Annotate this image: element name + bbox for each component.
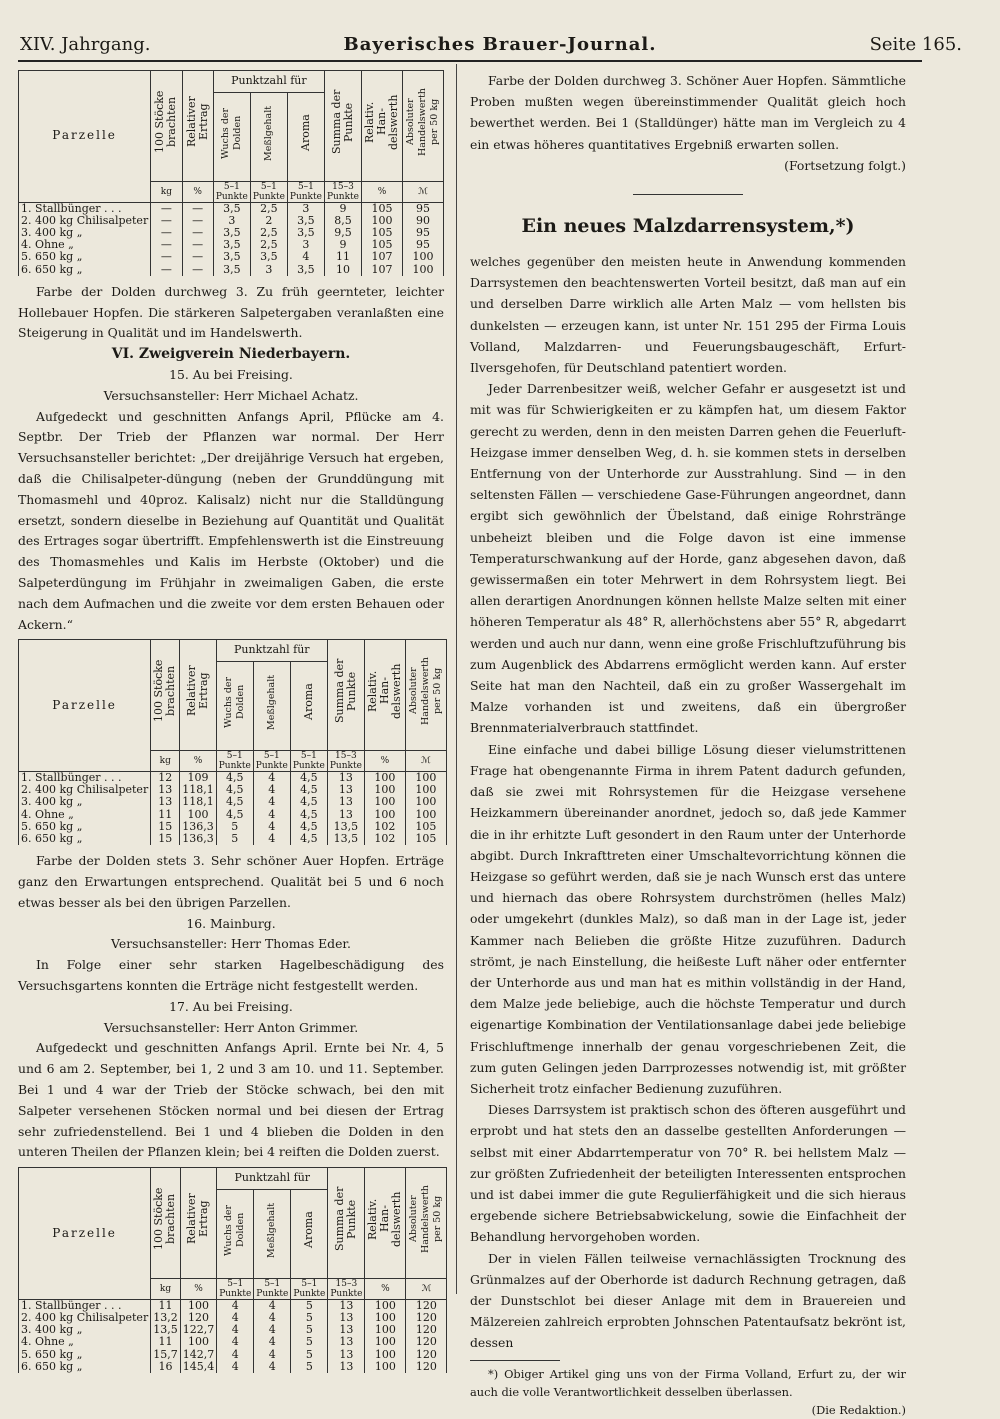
- unit: 15–3 Punkte: [324, 181, 361, 202]
- unit: 5–1 Punkte: [217, 1278, 254, 1299]
- table-cell: 95: [403, 239, 444, 251]
- table-cell: —: [151, 227, 182, 239]
- results-table-3: [18, 1167, 447, 1373]
- col-relativ-handelswerth: Relativ. Han-delswerth: [365, 663, 403, 719]
- table-cell: 100: [365, 1324, 406, 1336]
- table-cell: 11: [151, 809, 180, 821]
- unit: kg: [151, 181, 182, 202]
- unit: 5–1 Punkte: [287, 181, 324, 202]
- table-cell: 2: [250, 215, 287, 227]
- col-summa: Summa der Punkte: [329, 89, 355, 155]
- unit: ℳ: [406, 1278, 447, 1299]
- table-cell: 3. 400 kg „: [19, 796, 151, 808]
- experimenter-line: Versuchsansteller: Herr Michael Achatz.: [103, 387, 359, 403]
- table-cell: 100: [362, 215, 403, 227]
- unit: %: [182, 181, 213, 202]
- unit: ℳ: [403, 181, 444, 202]
- table-cell: 13: [151, 796, 180, 808]
- col-parzelle: Parzelle: [52, 128, 117, 143]
- section-heading: VI. Zweigverein Niederbayern.: [111, 346, 351, 363]
- unit: kg: [151, 750, 180, 771]
- table-cell: 120: [406, 1349, 447, 1361]
- table-cell: 4,5: [290, 784, 327, 796]
- table-cell: 4: [287, 251, 324, 263]
- editor-signature: (Die Redaktion.): [811, 1402, 906, 1417]
- table-cell: 15: [151, 821, 180, 833]
- table-cell: 13: [328, 1361, 365, 1373]
- table-cell: 3,5: [213, 227, 250, 239]
- table-cell: 5: [291, 1349, 328, 1361]
- table-cell: 9: [324, 239, 361, 251]
- table-row: [19, 1324, 447, 1336]
- unit: 5–1 Punkte: [291, 1278, 328, 1299]
- paragraph: Jeder Darrenbesitzer weiß, welcher Gefahr er ausgesetzt ist und mit was für Schwierigkeiten er zu kämpfen hat, um diesem Faktor gerecht zu werden, denn in den meisten Darren gehen die Feuerluft-Heizgase immer denselben Weg, d. h. sie kommen stets in derselben Entfernung von der Unterhorde zur Ausstrahlung. Sind — in den seltensten Fällen — verschiedene Gase-Führungen angeordnet, dann ergibt sich gewöhnlich der Übelstand, daß einige Rohrstränge unbeheizt bleiben und die Folge davon ist eine immense Temperaturschwankung auf der Horde, ganz abgesehen davon, daß gewissermaßen ein toter Mehrwert in dem Rohrsystem liegt. Bei allen derartigen Anordnungen können hellste Malze selten mit einer höheren Temperatur als 48° R, allerhöchstens aber 55° R, abgedarrt werden und auch nur dann, wenn eine große Frischluftzuführung bis zum Augenblick des Abdarrens ermöglicht werden kann. Auf erster Seite hat man den Nachteil, daß ein zu großer Wassergehalt im Malze vorhanden ist und zweitens, daß ein übergroßer Brennmaterialverbrauch stattfindet.: [470, 381, 906, 736]
- table-cell: 4: [217, 1336, 254, 1348]
- table-cell: 2. 400 kg Chilisalpeter: [19, 784, 151, 796]
- table-cell: —: [182, 264, 213, 276]
- table-cell: 90: [403, 215, 444, 227]
- table-cell: 100: [180, 1299, 217, 1312]
- table-row: [19, 809, 447, 821]
- table-cell: —: [151, 202, 182, 215]
- paragraph: Aufgedeckt und geschnitten Anfangs April. Ernte bei Nr. 4, 5 und 6 am 2. September, bei 1, 2 und 3 am 10. und 11. September. Bei 1 und 4 war der Trieb der Stöcke schwach, bei den mit Salpeter versehenen Stöcken normal und bei diesen der Ertrag sehr zufriedenstellend. Bei 1 und 4 blieben die Dolden in den unteren Theilen der Pflanzen klein; bei 4 reiften die Dolden zuerst.: [18, 1040, 444, 1160]
- table-cell: 2,5: [250, 239, 287, 251]
- table-cell: 120: [406, 1324, 447, 1336]
- col-mehlgehalt: Meßlgehalt: [266, 1202, 278, 1258]
- table-cell: 11: [151, 1336, 181, 1348]
- table-row: [19, 1312, 447, 1324]
- col-mehlgehalt: Meßlgehalt: [262, 105, 274, 161]
- table-cell: 3,5: [287, 264, 324, 276]
- table-cell: 4: [253, 809, 290, 821]
- table-cell: 3: [287, 202, 324, 215]
- unit: 5–1 Punkte: [250, 181, 287, 202]
- table-cell: 3. 400 kg „: [19, 227, 151, 239]
- table-cell: 4,5: [290, 771, 327, 784]
- table-cell: 118,1: [180, 784, 217, 796]
- table-cell: 1. Stallbünger . . .: [19, 771, 151, 784]
- table-cell: 105: [362, 239, 403, 251]
- table-cell: 5. 650 kg „: [19, 1349, 151, 1361]
- table-cell: 120: [406, 1336, 447, 1348]
- table-cell: 4: [254, 1299, 291, 1312]
- unit: 5–1 Punkte: [290, 750, 327, 771]
- table-row: [19, 833, 447, 845]
- paragraph: Farbe der Dolden durchweg 3. Schöner Auer Hopfen. Sämmtliche Proben mußten wegen übereinstimmender Qualität gleich hoch bewerthet werden. Bei 1 (Stalldünger) hätte man im Vergleich zu 4 ein etwas höheres quantitatives Ergebniß erwarten sollen.: [470, 73, 906, 152]
- table-cell: 2,5: [250, 202, 287, 215]
- table-cell: 3: [250, 264, 287, 276]
- table-cell: 6. 650 kg „: [19, 833, 151, 845]
- table-cell: 13: [328, 1349, 365, 1361]
- page-number: Seite 165.: [869, 34, 962, 55]
- footnote-rule: [470, 1360, 560, 1361]
- table-cell: —: [151, 251, 182, 263]
- table-cell: 5: [216, 833, 253, 845]
- table-cell: 8,5: [324, 215, 361, 227]
- table-cell: 100: [364, 771, 405, 784]
- footnote: *) Obiger Artikel ging uns von der Firma Volland, Erfurt zu, der wir auch die volle Verantwortlichkeit desselben überlassen.: [470, 1366, 906, 1399]
- table-cell: 13: [327, 771, 364, 784]
- table-cell: 3: [213, 215, 250, 227]
- col-summa: Summa der Punkte: [332, 659, 358, 724]
- table-cell: 13: [327, 784, 364, 796]
- table-cell: 100: [365, 1349, 406, 1361]
- table-cell: —: [182, 202, 213, 215]
- table-cell: 13: [327, 809, 364, 821]
- continuation-note: (Fortsetzung folgt.): [784, 157, 906, 173]
- table-row: [19, 264, 444, 276]
- table-row: [19, 1361, 447, 1373]
- paragraph: Dieses Darrsystem ist praktisch schon des öfteren ausgeführt und erprobt und hat stets den an dasselbe gestellten Anforderungen — selbst mit einer Abdarrtemperatur von 70° R. bei hellstem Malz — zur größten Zufriedenheit der beteiligten Interessenten entsprochen und ist dabei immer die gute Regulierfähigkeit und die sich hieraus ergebende sichere Betriebsabwickelung, sowie die Einfachheit der Behandlung hervorgehoben worden.: [470, 1102, 906, 1245]
- col-mehlgehalt: Meßlgehalt: [265, 674, 277, 730]
- paragraph: Der in vielen Fällen teilweise vernachlässigten Trocknung des Grünmalzes auf der Oberhorde ist dadurch Rechnung getragen, daß der Dunstschlot bei dieser Anlage mit dem in Brauereien und Mälzereien zahlreich erprobten Johnschen Patentaufsatz bekrönt ist, dessen: [470, 1250, 906, 1351]
- table-cell: 13,5: [151, 1324, 181, 1336]
- table-cell: 4,5: [216, 771, 253, 784]
- col-absoluter-handelswerth: Absoluter Handelswerth per 50 kg: [408, 1185, 444, 1253]
- table-cell: 13: [151, 784, 180, 796]
- table-cell: 4,5: [216, 796, 253, 808]
- table-cell: 13: [328, 1324, 365, 1336]
- table-cell: 100: [365, 1336, 406, 1348]
- paragraph: In Folge einer sehr starken Hagelbeschädigung des Versuchsgartens konnten die Erträge nicht festgestellt werden.: [18, 957, 444, 993]
- col-parzelle: Parzelle: [52, 1225, 117, 1240]
- unit: 5–1 Punkte: [216, 750, 253, 771]
- table-cell: 6. 650 kg „: [19, 264, 151, 276]
- experimenter-line: Versuchsansteller: Herr Thomas Eder.: [111, 936, 351, 952]
- table-cell: 13: [327, 796, 364, 808]
- paragraph: Eine einfache und dabei billige Lösung dieser vielumstrittenen Frage hat obengenannte Firma in ihrem Patent dadurch gefunden, daß sie zwei mit Rohrsystemen für die Heizgase versehene Heizkammern übereinander anordnet, jedoch so, daß jede Kammer die in ihr erhitzte Luft gesondert in den Raum unter der Unterhorde abgibt. Durch Inkrafttreten einer Umschaltevorrichtung können die Heizgase so geführt werden, daß sie je nach Wunsch erst das untere und hiernach das obere Rohrsystem durchströmen (helles Malz) oder umgekehrt (dunkles Malz), so daß man in der Lage ist, jeder Kammer nach Belieben die größte Hitze zuzuführen. Dadurch strömt, je nach Einstellung, die heißeste Luft näher oder entfernter der Unterhorde aus und man hat es mithin vollständig in der Hand, dem Malze jede beliebige, auch die höchste Temperatur und durch eigenartige Kombination der Ventilationsanlage dabei jede beliebige Frischluftmenge innerhalb der genau vorgeschriebenen Zeit, die zum guten Gelingen jeden Darrprozesses notwendig ist, mit größter Sicherheit trotz einfacher Bedienung zuzuführen.: [470, 741, 906, 1096]
- table-cell: 13: [328, 1299, 365, 1312]
- col-punktzahl: Punktzahl für: [213, 71, 324, 93]
- col-stoecke: 100 Stöcke brachten: [153, 90, 179, 154]
- table-cell: 100: [365, 1361, 406, 1373]
- table-cell: 100: [180, 1336, 217, 1348]
- table-cell: 5: [291, 1312, 328, 1324]
- table-cell: 105: [405, 833, 446, 845]
- table-cell: 100: [403, 251, 444, 263]
- unit: %: [362, 181, 403, 202]
- table-cell: 4: [217, 1324, 254, 1336]
- table-cell: 5: [291, 1299, 328, 1312]
- table-cell: 4. Ohne „: [19, 809, 151, 821]
- table-cell: 109: [180, 771, 217, 784]
- unit: 5–1 Punkte: [253, 750, 290, 771]
- table-cell: 4,5: [290, 809, 327, 821]
- table-cell: 120: [406, 1299, 447, 1312]
- table-cell: 3,5: [213, 202, 250, 215]
- unit: %: [365, 1278, 406, 1299]
- location-heading: 16. Mainburg.: [186, 915, 276, 931]
- table-cell: 11: [324, 251, 361, 263]
- table-cell: 4: [254, 1312, 291, 1324]
- col-parzelle: Parzelle: [52, 697, 117, 712]
- table-cell: 1. Stallbünger . . .: [19, 202, 151, 215]
- table-cell: 15,7: [151, 1349, 181, 1361]
- table-cell: 5: [291, 1336, 328, 1348]
- table-cell: 15: [151, 833, 180, 845]
- table-cell: 5. 650 kg „: [19, 251, 151, 263]
- unit: %: [364, 750, 405, 771]
- left-column: [18, 66, 444, 1379]
- location-heading: 15. Au bei Freising.: [169, 367, 293, 382]
- journal-title: Bayerisches Brauer-Journal.: [343, 34, 657, 55]
- col-relativ-handelswerth: Relativ. Han-delswerth: [366, 1191, 404, 1247]
- table-cell: 2. 400 kg Chilisalpeter: [19, 1312, 151, 1324]
- table-cell: 4: [254, 1336, 291, 1348]
- table-cell: 3,5: [287, 215, 324, 227]
- table-cell: 100: [405, 784, 446, 796]
- col-wuchs: Wuchs der Dolden: [219, 107, 243, 159]
- table-cell: 120: [180, 1312, 217, 1324]
- col-punktzahl: Punktzahl für: [217, 1168, 328, 1190]
- table-cell: 122,7: [180, 1324, 217, 1336]
- table-cell: 6. 650 kg „: [19, 1361, 151, 1373]
- table-cell: 13,5: [327, 821, 364, 833]
- table-cell: 10: [324, 264, 361, 276]
- table-cell: 100: [364, 784, 405, 796]
- table-cell: 105: [362, 202, 403, 215]
- table-cell: 95: [403, 227, 444, 239]
- table-cell: 142,7: [180, 1349, 217, 1361]
- table-cell: —: [182, 227, 213, 239]
- table-cell: 5: [291, 1324, 328, 1336]
- table-cell: 100: [364, 809, 405, 821]
- table-cell: 5. 650 kg „: [19, 821, 151, 833]
- table-cell: 3,5: [213, 239, 250, 251]
- table-cell: 13: [328, 1336, 365, 1348]
- col-punktzahl: Punktzahl für: [216, 640, 327, 662]
- unit: %: [180, 750, 217, 771]
- table-cell: 3: [287, 239, 324, 251]
- table-cell: 13: [328, 1312, 365, 1324]
- table-cell: 105: [405, 821, 446, 833]
- table-cell: 16: [151, 1361, 181, 1373]
- table-cell: 13,5: [327, 833, 364, 845]
- table-cell: —: [151, 264, 182, 276]
- table-cell: 4. Ohne „: [19, 1336, 151, 1348]
- table-cell: 2,5: [250, 227, 287, 239]
- table-cell: 4: [217, 1349, 254, 1361]
- table-cell: 100: [405, 796, 446, 808]
- right-column: [470, 70, 906, 1419]
- table-cell: 3,5: [250, 251, 287, 263]
- col-aroma: Aroma: [301, 683, 315, 721]
- table-cell: 100: [403, 264, 444, 276]
- volume-label: XIV. Jahrgang.: [20, 34, 151, 55]
- col-absoluter-handelswerth: Absoluter Handelswerth per 50 kg: [407, 657, 443, 726]
- table-cell: 12: [151, 771, 180, 784]
- table-cell: 4,5: [290, 821, 327, 833]
- unit: %: [180, 1278, 217, 1299]
- col-relativ-handelswerth: Relativ. Han-delswerth: [363, 94, 400, 150]
- table-cell: 3. 400 kg „: [19, 1324, 151, 1336]
- table-cell: 105: [362, 227, 403, 239]
- table-cell: 100: [180, 809, 217, 821]
- table-cell: 13,2: [151, 1312, 181, 1324]
- table-cell: 95: [403, 202, 444, 215]
- col-relativer-ertrag: Relativer Ertrag: [184, 96, 210, 148]
- table-row: [19, 1336, 447, 1348]
- table-cell: 4: [253, 833, 290, 845]
- results-table-2: [18, 639, 447, 845]
- table-cell: 120: [406, 1312, 447, 1324]
- table-cell: 5: [216, 821, 253, 833]
- table-cell: 9: [324, 202, 361, 215]
- table-cell: 120: [406, 1361, 447, 1373]
- paragraph: Aufgedeckt und geschnitten Anfangs April, Pflücke am 4. Septbr. Der Trieb der Pflanzen war normal. Der Herr Versuchsansteller berichtet: „Der dreijährige Versuch hat ergeben, daß die Chilisalpeter-düngung (neben der Grunddüngung mit Thomasmehl und 40proz. Kalisalz) nicht nur die Stalldüngung ersetzt, sondern dieselbe in Beziehung auf Quantität und Qualität des Ertrages sogar übertrifft. Empfehlenswerth ist die Einstreuung des Thomasmehles und Kalis im Herbste (Oktober) und die Salpeterdüngung im Frühjahr in zweimaligen Gaben, die erste nach dem Aufmachen und die zweite vor dem ersten Behauen oder Ackern.“: [18, 408, 444, 632]
- table-cell: 145,4: [180, 1361, 217, 1373]
- col-wuchs: Wuchs der Dolden: [223, 1204, 247, 1256]
- table-cell: 4. Ohne „: [19, 239, 151, 251]
- unit: 5–1 Punkte: [213, 181, 250, 202]
- col-summa: Summa der Punkte: [333, 1186, 359, 1252]
- col-wuchs: Wuchs der Dolden: [222, 676, 246, 728]
- table-cell: 4: [253, 796, 290, 808]
- table-cell: 4: [254, 1361, 291, 1373]
- table-cell: 4: [217, 1312, 254, 1324]
- column-rule: [456, 64, 457, 1294]
- table-cell: —: [182, 239, 213, 251]
- col-aroma: Aroma: [302, 1211, 316, 1249]
- table-cell: 4,5: [290, 833, 327, 845]
- col-relativer-ertrag: Relativer Ertrag: [185, 1193, 211, 1245]
- table-cell: 3,5: [213, 264, 250, 276]
- table-row: [19, 796, 447, 808]
- table-cell: 2. 400 kg Chilisalpeter: [19, 215, 151, 227]
- table-cell: 11: [151, 1299, 181, 1312]
- divider: [633, 194, 743, 195]
- table-cell: 4,5: [290, 796, 327, 808]
- table-cell: 3,5: [287, 227, 324, 239]
- table-cell: 4,5: [216, 809, 253, 821]
- table-cell: 4,5: [216, 784, 253, 796]
- table-cell: 3,5: [213, 251, 250, 263]
- table-cell: 4: [254, 1324, 291, 1336]
- table-row: [19, 202, 444, 215]
- unit: 15–3 Punkte: [327, 750, 364, 771]
- col-stoecke: 100 Stöcke brachten: [152, 660, 178, 723]
- table-cell: —: [151, 215, 182, 227]
- experimenter-line: Versuchsansteller: Herr Anton Grimmer.: [103, 1019, 359, 1035]
- table-cell: 4: [217, 1361, 254, 1373]
- unit: 15–3 Punkte: [328, 1278, 365, 1299]
- table-cell: 100: [365, 1299, 406, 1312]
- table-row: [19, 1349, 447, 1361]
- table-cell: 5: [291, 1361, 328, 1373]
- location-heading: 17. Au bei Freising.: [169, 998, 293, 1014]
- header-rule: [18, 60, 922, 62]
- col-stoecke: 100 Stöcke brachten: [152, 1187, 178, 1251]
- table-cell: 4: [253, 784, 290, 796]
- table-cell: 102: [364, 833, 405, 845]
- table-cell: 107: [362, 251, 403, 263]
- table-cell: 100: [405, 771, 446, 784]
- table-cell: 9,5: [324, 227, 361, 239]
- paragraph: Farbe der Dolden durchweg 3. Zu früh geernteter, leichter Hollebauer Hopfen. Die stärkeren Salpetergaben veranlaßten eine Steigerung in Qualität und im Handelswerth.: [18, 283, 444, 341]
- table-cell: 136,3: [180, 833, 217, 845]
- table-cell: —: [182, 251, 213, 263]
- table-cell: —: [182, 215, 213, 227]
- table-cell: 107: [362, 264, 403, 276]
- unit: ℳ: [405, 750, 446, 771]
- col-absoluter-handelswerth: Absoluter Handelswerth per 50 kg: [405, 87, 440, 156]
- table-cell: 100: [405, 809, 446, 821]
- col-aroma: Aroma: [298, 114, 312, 152]
- unit: 5–1 Punkte: [254, 1278, 291, 1299]
- unit: kg: [151, 1278, 181, 1299]
- table-row: [19, 251, 444, 263]
- article-title: Ein neues Malzdarrensystem,*): [521, 215, 855, 238]
- results-table-1: [18, 70, 444, 276]
- table-cell: —: [151, 239, 182, 251]
- table-cell: 4: [217, 1299, 254, 1312]
- table-cell: 136,3: [180, 821, 217, 833]
- table-cell: 100: [364, 796, 405, 808]
- col-relativer-ertrag: Relativer Ertrag: [184, 665, 210, 717]
- table-cell: 1. Stallbünger . . .: [19, 1299, 151, 1312]
- table-cell: 100: [365, 1312, 406, 1324]
- paragraph: Farbe der Dolden stets 3. Sehr schöner Auer Hopfen. Erträge ganz den Erwartungen entsprechend. Qualität bei 5 und 6 noch etwas besser als bei den übrigen Parzellen.: [18, 853, 444, 910]
- table-cell: 4: [253, 771, 290, 784]
- paragraph: welches gegenüber den meisten heute in Anwendung kommenden Darrsystemen den beachtenswerten Vorteil besitzt, daß man auf ein und derselben Darre wirklich alle Arten Malz — vom hellsten bis dunkelsten — erzeugen kann, ist unter Nr. 151 295 der Firma Louis Volland, Malzdarren- und Feuerungsbaugeschäft, Erfurt-Ilversgehofen, für Deutschland patentiert worden.: [470, 254, 906, 376]
- table-cell: 4: [254, 1349, 291, 1361]
- table-cell: 118,1: [180, 796, 217, 808]
- table-cell: 102: [364, 821, 405, 833]
- table-cell: 4: [253, 821, 290, 833]
